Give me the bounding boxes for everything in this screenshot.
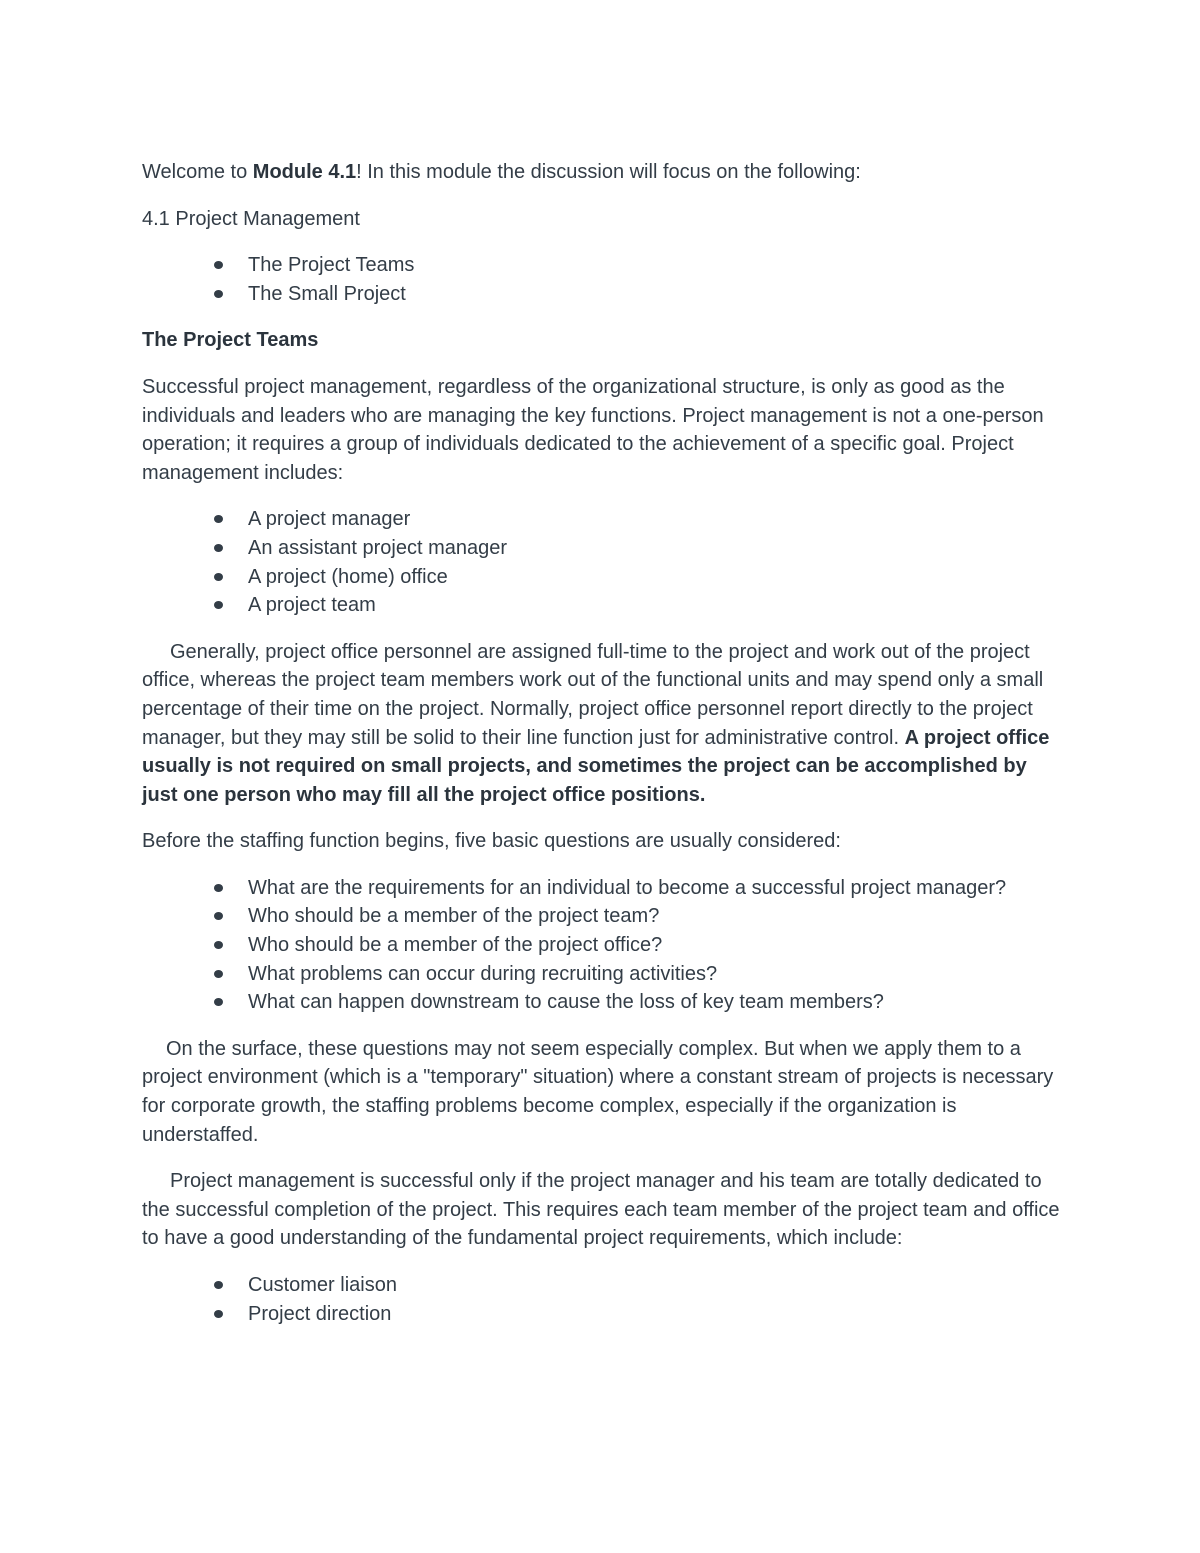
list-item: An assistant project manager [248,534,1062,563]
bold-statement: A project office usually is not required on small projects, and sometimes the project can be accomplished by just one person who may fill all the project office positions. [142,726,1050,806]
list-item: A project team [248,591,1062,620]
bullet-icon [214,573,223,581]
list-item: What are the requirements for an individual to become a successful project manager? [248,874,1062,903]
document-content [142,158,1062,1346]
list-item: What can happen downstream to cause the loss of key team members? [248,988,1062,1017]
bullet-icon [214,884,223,892]
bullet-icon [214,941,223,949]
requirements-list [142,1271,1062,1328]
bullet-icon [214,544,223,552]
list-item: A project manager [248,505,1062,534]
list-item: A project (home) office [248,563,1062,592]
paragraph-staffing: Before the staffing function begins, five basic questions are usually considered: [142,830,841,853]
bullet-icon [214,912,223,920]
list-item: Project direction [248,1300,1062,1329]
bullet-icon [214,1310,223,1318]
paragraph-surface: On the surface, these questions may not seem especially complex. But when we apply them to a project environment (which is a "temporary" situation) where a constant stream of projects is necessary for corporate growth, the staffing problems become complex, especially if the organization is understaffed. [142,1037,1054,1146]
bullet-icon [214,601,223,609]
paragraph-dedication: Project management is successful only if the project manager and his team are totally dedicated to the successful completion of the project. This requires each team member of the project team and office to have a good understanding of the fundamental project requirements, which include: [142,1170,1060,1250]
bullet-icon [214,261,223,269]
bullet-icon [214,290,223,298]
list-item: Customer liaison [248,1271,1062,1300]
includes-list [142,505,1062,619]
list-item: What problems can occur during recruiting activities? [248,960,1062,989]
list-item: The Project Teams [248,251,1062,280]
bullet-icon [214,1281,223,1289]
list-item: The Small Project [248,280,1062,309]
section-heading: The Project Teams [142,329,319,352]
module-name: Module 4.1 [252,161,357,183]
bullet-icon [214,970,223,978]
bullet-icon [214,998,223,1006]
paragraph-project-office: Generally, project office personnel are assigned full-time to the project and work out of the project office, whereas the project team members work out of the functional units and may spend only a small percentage of their time on the project. Normally, project office personnel report directly to the project manager, but they may still be solid to their line function just for administrative control. A project office usually is not required on small projects, and sometimes the project can be accomplished by just one person who may fill all the project office positions. [142,640,1050,806]
section-title: 4.1 Project Management [142,207,360,230]
list-item: Who should be a member of the project team? [248,902,1062,931]
intro-paragraph: Welcome to Module 4.1! In this module the discussion will focus on the following: [142,161,861,183]
bullet-icon [214,515,223,523]
questions-list [142,874,1062,1017]
list-item: Who should be a member of the project office? [248,931,1062,960]
topics-list [142,251,1062,308]
paragraph-project-management: Successful project management, regardless of the organizational structure, is only as good as the individuals and leaders who are managing the key functions. Project management is not a one-person operation; it requires a group of individuals dedicated to the achievement of a specific goal. Project management includes: [142,375,1044,484]
